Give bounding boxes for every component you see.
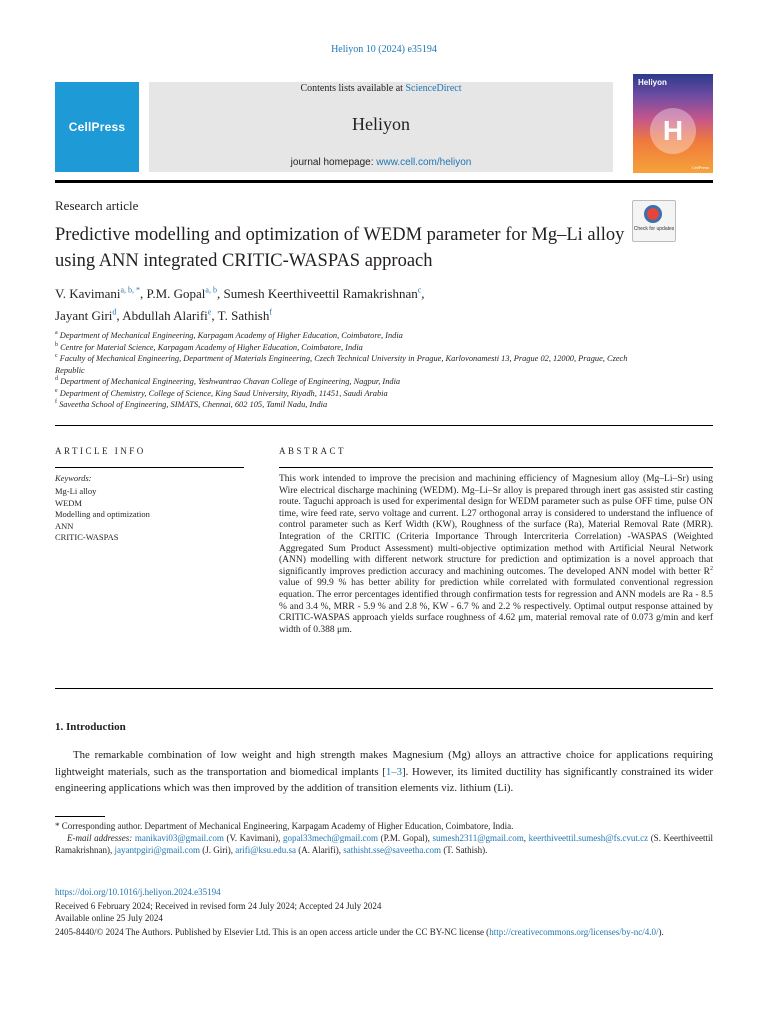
cover-footer: CellPress <box>691 165 709 170</box>
affiliation-item <box>55 330 655 342</box>
contents-prefix: Contents lists available at <box>300 83 406 94</box>
intro-text-before: The remarkable combination of low weight and high strength makes Magnesium (Mg) alloys an attractive choice for applications requiring lightweight materials, such as the transportation and biomedical implants [ <box>55 749 713 778</box>
check-updates-label: Check for updates <box>633 226 675 232</box>
email-owner: (A. Alarifi), <box>298 845 344 856</box>
affiliation-key: c <box>55 353 58 360</box>
abstract-part-1: This work intended to improve the precision and machining efficiency of Magnesium alloy (Mg–Li–Sr) using Wire electrical discharge machining (WEDM). Mg–Li–Sr alloy is prepared through inert gas assisted stir casting route. Taguchi approach is used for experimental design for WEDM parameter such as pulse OFF time, pulse ON time, wire feed rate, servo voltage and current. L27 orthogonal array is considered to understand the influence of control parameter such as Kerf Width (KW), Roughness of the surface (Ra), Material Removal Rate (MRR). Integration of the CRITIC (Criteria Importance Through Intercriteria Correlation) -WASPAS (Weighted Aggregated Sum Product Assessment) multi-objective optimization method with Artificial Neural Network (ANN) modelling with different network structure for prediction and optimization is a novel approach that significantly improves prediction accuracy and machining outcomes. The developed ANN model with better R <box>279 474 713 577</box>
check-for-updates-button[interactable] <box>632 200 676 242</box>
affiliation-text: Saveetha School of Engineering, SIMATS, Chennai, 602 105, Tamil Nadu, India <box>59 400 328 409</box>
email-link[interactable]: keerthiveettil.sumesh@fs.cvut.cz <box>528 833 649 843</box>
citation-link[interactable]: 1–3 <box>385 765 403 778</box>
email-link[interactable]: jayantpgiri@gmail.com <box>114 845 201 856</box>
author-name[interactable]: Jayant Giri <box>55 308 113 323</box>
abstract-text <box>279 474 713 636</box>
homepage-line <box>149 157 613 168</box>
abstract-superscript: 2 <box>710 565 713 572</box>
affiliation-key: b <box>55 341 58 348</box>
cellpress-logo-text: CellPress <box>68 120 126 134</box>
affiliation-item <box>55 388 655 400</box>
keyword-item: ANN <box>55 520 74 531</box>
journal-banner <box>149 82 613 172</box>
author-list <box>55 283 695 327</box>
affiliation-text: Centre for Material Science, Karpagam Academy of Higher Education, Coimbatore, India <box>60 342 363 352</box>
cellpress-logo <box>55 82 139 172</box>
sciencedirect-link[interactable]: ScienceDirect <box>405 83 462 94</box>
email-link[interactable]: sumesh2311@gmail.com <box>432 833 524 843</box>
email-link[interactable]: sathisht.sse@saveetha.com <box>343 845 442 856</box>
author-sup[interactable]: a, b <box>205 285 217 295</box>
cover-title: Heliyon <box>638 78 667 87</box>
check-updates-icon <box>644 205 662 223</box>
author-sup[interactable]: a, b, * <box>120 285 141 295</box>
author-sep: , <box>140 286 147 301</box>
affiliation-item <box>55 353 655 376</box>
homepage-prefix: journal homepage: <box>290 157 377 168</box>
license-prefix: 2405-8440/© 2024 The Authors. Published by Elsevier Ltd. This is an open access article under the CC BY-NC license ( <box>55 927 490 937</box>
intro-heading: 1. Introduction <box>55 721 126 733</box>
email-label: E-mail addresses: <box>67 833 133 843</box>
affiliation-key: a <box>55 330 58 337</box>
cover-letter: H <box>662 115 684 146</box>
abstract-heading: ABSTRACT <box>279 446 347 456</box>
intro-paragraph <box>55 747 713 797</box>
affiliation-item <box>55 342 655 354</box>
email-owner: (P.M. Gopal), <box>380 833 433 843</box>
affiliation-item <box>55 376 655 388</box>
author-sep: , <box>216 286 224 301</box>
email-owner: (S. Keerthiveettil Ramakrishnan), <box>55 833 714 856</box>
journal-reference[interactable]: Heliyon 10 (2024) e35194 <box>331 44 437 55</box>
homepage-link[interactable]: www.cell.com/heliyon <box>376 157 472 168</box>
affiliation-text: Department of Mechanical Engineering, Karpagam Academy of Higher Education, Coimbatore, India <box>59 331 403 340</box>
author-name[interactable]: P.M. Gopal <box>146 286 206 301</box>
received-dates: Received 6 February 2024; Received in revised form 24 July 2024; Accepted 24 July 2024 <box>55 901 382 911</box>
section-rule-top <box>55 425 713 426</box>
author-name[interactable]: Abdullah Alarifi <box>122 308 208 323</box>
publication-dates <box>55 900 381 924</box>
affiliation-item <box>55 399 655 411</box>
keyword-item: Mg-Li alloy <box>55 486 97 496</box>
author-sup[interactable]: e <box>207 307 212 317</box>
author-sup[interactable]: d <box>112 307 117 317</box>
email-link[interactable]: manikavi03@gmail.com <box>134 833 224 843</box>
affiliation-key: e <box>55 387 58 394</box>
journal-name: Heliyon <box>352 114 410 134</box>
affiliation-key: d <box>55 376 58 383</box>
affiliation-text: Faculty of Mechanical Engineering, Department of Materials Engineering, Czech Technical University in Prague, Karlovonamesti 13, Prague 02, 12000, Prague, Czech Republic <box>55 354 628 375</box>
email-link[interactable]: gopal33mech@gmail.com <box>282 833 378 843</box>
abstract-rule <box>279 467 713 468</box>
author-sup[interactable]: f <box>269 307 273 317</box>
author-name[interactable]: Sumesh Keerthiveettil Ramakrishnan <box>223 286 418 301</box>
email-owner: (V. Kavimani), <box>226 833 283 843</box>
keyword-item: CRITIC-WASPAS <box>55 532 119 543</box>
email-link[interactable]: arifi@ksu.edu.sa <box>235 845 297 856</box>
author-sep: , <box>421 286 425 301</box>
email-addresses <box>55 832 713 857</box>
affiliation-key: f <box>55 399 57 406</box>
email-owner: (J. Giri), <box>202 845 236 856</box>
contents-line <box>149 83 613 94</box>
available-online: Available online 25 July 2024 <box>55 913 163 924</box>
author-sep: , <box>116 308 123 323</box>
license-statement <box>55 926 713 938</box>
footnote-rule <box>55 816 105 817</box>
license-link[interactable]: http://creativecommons.org/licenses/by-nc/4.0/ <box>489 927 659 937</box>
intro-text-after: ]. However, its limited ductility has significantly constrained its wider engineering applications which was then improved by the addition of transition elements viz. lithium (Li). <box>55 765 714 794</box>
license-suffix: ). <box>658 927 664 937</box>
keywords-label: Keywords: <box>55 473 92 483</box>
article-info-heading: ARTICLE INFO <box>55 446 146 456</box>
author-name[interactable]: V. Kavimani <box>55 286 121 301</box>
keyword-item: Modelling and optimization <box>55 509 150 520</box>
email-owner: (T. Sathish). <box>443 845 488 856</box>
article-info-rule <box>55 467 244 468</box>
author-sep: , <box>211 308 218 323</box>
email-owner: , <box>523 833 529 843</box>
affiliation-text: Department of Mechanical Engineering, Yeshwantrao Chavan College of Engineering, Nagpur, India <box>60 377 401 386</box>
author-name[interactable]: T. Sathish <box>217 308 270 323</box>
article-type: Research article <box>55 198 139 213</box>
keyword-item: WEDM <box>55 497 82 508</box>
header-rule <box>55 180 713 183</box>
keyword-list <box>55 486 150 544</box>
author-sup[interactable]: c <box>417 285 422 295</box>
journal-cover-image <box>633 74 713 173</box>
article-title: Predictive modelling and optimization of WEDM parameter for Mg–Li alloy using ANN integrated CRITIC-WASPAS approach <box>55 225 625 271</box>
corresponding-author-note: * Corresponding author. Department of Mechanical Engineering, Karpagam Academy of Higher Education, Coimbatore, India. <box>55 821 514 831</box>
section-rule-bottom <box>55 688 713 689</box>
doi-link[interactable]: https://doi.org/10.1016/j.heliyon.2024.e35194 <box>55 887 221 897</box>
abstract-part-2: value of 99.9 % has better ability for prediction while correlated with formulated conventional regression equation. The error percentages identified through confirmation tests for regression and ANN models are Ra - 8.5 % and 3.4 %, MRR - 5.9 % and 2.8 %, KW - 6.7 % and 2.2 % respectively. Optimal output response attained by CRITIC-WASPAS approach yields surface roughness of 4.62 μm, material removal rate of 0.073 g/min and kerf width of 0.388 μm. <box>279 578 713 635</box>
affiliation-text: Department of Chemistry, College of Science, King Saud University, Riyadh, 11451, Saudi Arabia <box>59 388 388 398</box>
affiliation-list <box>55 330 655 411</box>
